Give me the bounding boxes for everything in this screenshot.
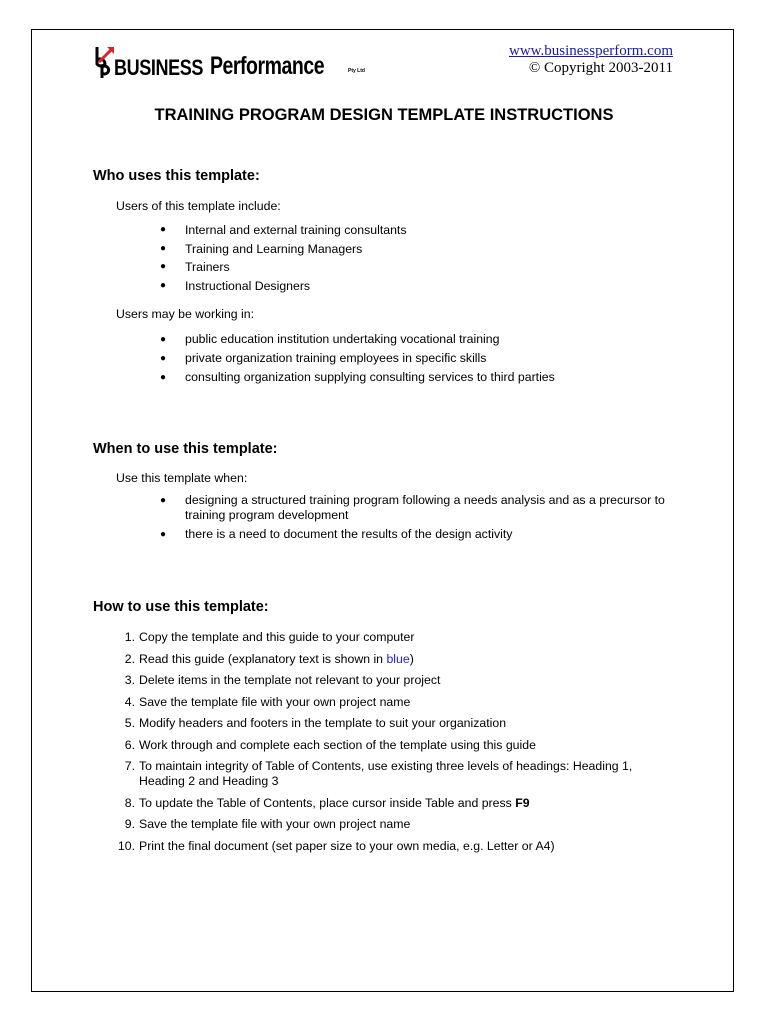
- blue-highlight-text: blue: [386, 651, 410, 666]
- copyright-text: © Copyright 2003-2011: [528, 60, 673, 76]
- how-heading: How to use this template:: [93, 599, 269, 615]
- working-intro: Users may be working in:: [116, 307, 255, 321]
- list-item: ● there is a need to document the results of the design activity: [160, 527, 513, 541]
- who-intro: Users of this template include:: [116, 199, 281, 213]
- list-item: ● Trainers: [160, 258, 406, 277]
- when-heading: When to use this template:: [93, 441, 278, 457]
- bullet-dot-icon: ●: [160, 372, 167, 383]
- working-list: [160, 330, 555, 387]
- list-item: ● Internal and external training consultants: [160, 221, 406, 240]
- bullet-dot-icon: ●: [160, 495, 167, 506]
- when-list: [160, 493, 680, 542]
- when-intro: Use this template when:: [116, 471, 248, 485]
- list-item: 4. Save the template file with your own project name: [124, 694, 411, 709]
- who-heading: Who uses this template:: [93, 168, 260, 184]
- list-item: ● designing a structured training program following a needs analysis and as a precursor to training program development: [160, 493, 665, 522]
- list-item: 3. Delete items in the template not relevant to your project: [124, 673, 441, 687]
- list-item: ● Training and Learning Managers: [160, 240, 406, 259]
- list-item: 9. Save the template file with your own project name: [124, 817, 411, 831]
- list-item: 5. Modify headers and footers in the template to suit your organization: [124, 716, 507, 730]
- list-item: 6. Work through and complete each section of the template using this guide: [124, 737, 536, 752]
- document-title: TRAINING PROGRAM DESIGN TEMPLATE INSTRUCTIONS: [154, 106, 614, 124]
- bullet-dot-icon: ●: [160, 242, 167, 254]
- header-info: [509, 43, 673, 77]
- website-link[interactable]: www.businessperform.com: [509, 43, 673, 59]
- bullet-dot-icon: ●: [160, 261, 167, 272]
- list-item: ● public education institution undertaking vocational training: [160, 330, 555, 349]
- steps-list: [93, 630, 693, 854]
- logo-business-text: BUSINESS: [114, 55, 203, 80]
- list-item: 7. To maintain integrity of Table of Contents, use existing three levels of headings: Heading 1, Heading 2 and Heading 3: [124, 759, 633, 788]
- bullet-dot-icon: ●: [160, 353, 167, 364]
- logo-ptyltd-text: Pty Ltd: [348, 68, 365, 74]
- users-list: [160, 221, 406, 295]
- f9-key-text: F9: [515, 795, 530, 810]
- list-item: 1. Copy the template and this guide to your computer: [124, 630, 415, 644]
- logo-performance-text: Performance: [210, 52, 325, 80]
- bullet-dot-icon: ●: [160, 279, 167, 291]
- bullet-dot-icon: ●: [160, 529, 167, 540]
- list-item: ● Instructional Designers: [160, 277, 406, 296]
- list-item: 8. To update the Table of Contents, place cursor inside Table and press F9: [124, 795, 530, 810]
- list-item: 2. Read this guide (explanatory text is shown in blue): [124, 651, 414, 666]
- list-item: ● consulting organization supplying consulting services to third parties: [160, 368, 555, 387]
- list-item: 10. Print the final document (set paper size to your own media, e.g. Letter or A4): [117, 838, 555, 853]
- bullet-dot-icon: ●: [160, 334, 167, 345]
- list-item: ● private organization training employees in specific skills: [160, 349, 555, 368]
- bullet-dot-icon: ●: [160, 224, 167, 235]
- company-logo: [93, 44, 393, 84]
